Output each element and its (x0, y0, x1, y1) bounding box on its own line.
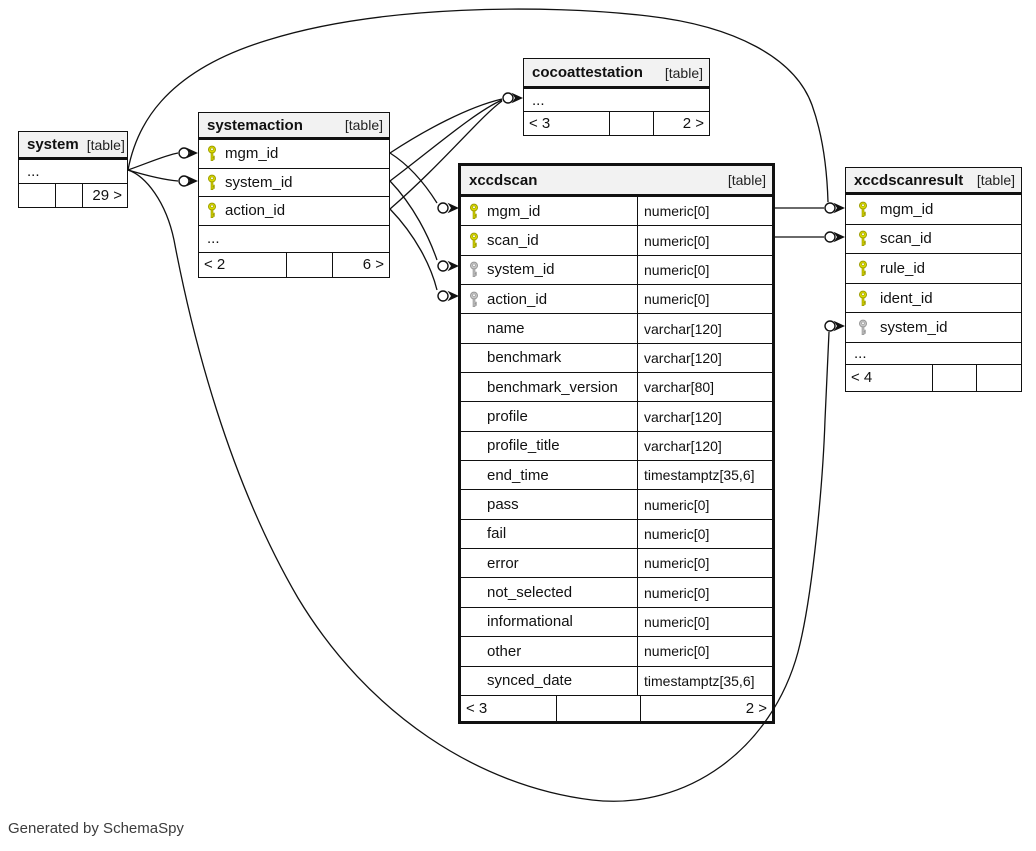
column-row-xccdscan-benchmark_version (461, 372, 772, 401)
table-header-cocoattestation[interactable] (524, 59, 709, 88)
column-row-xccdscan-fail (461, 519, 772, 548)
column-type: numeric[0] (637, 520, 772, 548)
edge-systemaction-mgm_id-to-cocoattestation (390, 99, 502, 153)
column-name: end_time (487, 466, 549, 484)
table-footer-systemaction (199, 252, 389, 277)
table-kind-label: [table] (86, 136, 125, 153)
column-name: other (487, 642, 522, 660)
table-header-systemaction[interactable] (199, 113, 389, 139)
table-footer-xccdscan (461, 695, 772, 721)
column-row-xccdscan-profile (461, 401, 772, 430)
column-type: numeric[0] (637, 490, 772, 518)
column-row-xccdscan-not_selected (461, 577, 772, 606)
table-name[interactable]: xccdscan (469, 171, 538, 189)
column-row-systemaction-system_id (199, 168, 389, 197)
hidden-columns-ellipsis: ... (846, 342, 1021, 364)
column-type: numeric[0] (637, 226, 772, 254)
table-header-system[interactable] (19, 132, 127, 159)
marker-systemaction-mgm_id (179, 148, 198, 158)
column-name: benchmark (487, 349, 562, 367)
foreign-key-icon (468, 291, 480, 308)
column-name: rule_id (880, 259, 926, 277)
column-row-xccdscan-mgm_id (461, 196, 772, 225)
hidden-columns-ellipsis: ... (524, 88, 709, 111)
primary-key-icon (206, 174, 218, 191)
table-header-xccdscan[interactable] (461, 166, 772, 196)
edge-systemaction-system_id-to-xccdscan-system_id (390, 181, 437, 260)
column-name: mgm_id (487, 202, 541, 220)
edge-system-to-systemaction-mgm_id (128, 153, 178, 170)
edge-systemaction-action_id-to-xccdscan-action_id (390, 209, 437, 290)
table-name[interactable]: systemaction (207, 116, 303, 134)
column-type: varchar[80] (637, 373, 772, 401)
footer-fk-in-count: < 3 (529, 115, 551, 132)
key-slot (846, 201, 880, 218)
primary-key-icon (206, 202, 218, 219)
column-type: numeric[0] (637, 285, 772, 313)
column-type: varchar[120] (637, 402, 772, 430)
column-row-xccdscan-profile_title (461, 431, 772, 460)
column-type: varchar[120] (637, 314, 772, 342)
marker-xccdscan-action_id (438, 291, 459, 301)
column-name: mgm_id (880, 200, 934, 218)
column-name: ident_id (880, 289, 933, 307)
foreign-key-icon (468, 261, 480, 278)
column-type: numeric[0] (637, 637, 772, 665)
column-row-xccdscan-other (461, 636, 772, 665)
marker-xccdscanresult-scan_id (825, 232, 845, 242)
footer-fk-in-count: < 2 (204, 256, 226, 273)
column-type: varchar[120] (637, 344, 772, 372)
marker-systemaction-system_id (179, 176, 198, 186)
column-type: numeric[0] (637, 608, 772, 636)
marker-xccdscan-system_id (438, 261, 459, 271)
column-type: varchar[120] (637, 432, 772, 460)
key-slot (461, 261, 487, 278)
column-name: profile (487, 408, 528, 426)
table-name[interactable]: cocoattestation (532, 64, 643, 81)
column-row-xccdscan-error (461, 548, 772, 577)
column-type: numeric[0] (637, 256, 772, 284)
footer-fk-in-count (19, 184, 55, 207)
column-type: timestamptz[35,6] (637, 667, 772, 695)
key-slot (461, 203, 487, 220)
column-name: benchmark_version (487, 378, 618, 396)
column-type: timestamptz[35,6] (637, 461, 772, 489)
footer-mid-cell (286, 253, 332, 277)
footer-fk-out-count: 2 > (653, 112, 709, 135)
primary-key-icon (468, 203, 480, 220)
column-name: pass (487, 496, 519, 514)
footer-fk-out-count: 29 > (82, 184, 127, 207)
column-name: action_id (487, 290, 548, 308)
column-name: name (487, 320, 525, 338)
column-name: system_id (487, 261, 555, 279)
marker-xccdscan-mgm_id (438, 203, 459, 213)
primary-key-icon (857, 230, 869, 247)
column-row-xccdscan-name (461, 313, 772, 342)
primary-key-icon (468, 232, 480, 249)
column-name: not_selected (487, 584, 573, 602)
column-row-xccdscanresult-mgm_id (846, 194, 1021, 224)
footer-fk-in-count: < 3 (466, 699, 488, 717)
column-row-xccdscanresult-rule_id (846, 253, 1021, 283)
marker-xccdscanresult-mgm_id (825, 203, 845, 213)
table-systemaction[interactable] (198, 112, 390, 278)
footer-mid-cell (932, 365, 977, 391)
column-name: scan_id (487, 232, 539, 250)
key-slot (846, 260, 880, 277)
footer-fk-in-count: < 4 (851, 369, 873, 387)
key-slot (846, 230, 880, 247)
table-footer-system (19, 183, 127, 207)
key-slot (461, 232, 487, 249)
primary-key-icon (857, 201, 869, 218)
table-system[interactable] (18, 131, 128, 208)
foreign-key-icon (857, 319, 869, 336)
table-header-xccdscanresult[interactable] (846, 168, 1021, 194)
column-type: numeric[0] (637, 549, 772, 577)
marker-cocoattestation-dots (503, 93, 523, 103)
column-name: mgm_id (225, 145, 279, 163)
table-name[interactable]: xccdscanresult (854, 171, 964, 189)
column-name: system_id (880, 319, 948, 337)
table-footer-xccdscanresult (846, 364, 1021, 391)
column-row-xccdscanresult-ident_id (846, 283, 1021, 313)
column-type: numeric[0] (637, 578, 772, 606)
footer-fk-out-count (976, 365, 1021, 391)
footer-mid-cell (609, 112, 653, 135)
table-xccdscanresult[interactable] (845, 167, 1022, 392)
table-kind-label: [table] (976, 172, 1015, 188)
column-row-systemaction-mgm_id (199, 139, 389, 168)
column-row-xccdscan-informational (461, 607, 772, 636)
footer-mid-cell (556, 696, 639, 721)
column-row-xccdscan-end_time (461, 460, 772, 489)
key-slot (461, 291, 487, 308)
primary-key-icon (857, 260, 869, 277)
column-type: numeric[0] (637, 197, 772, 225)
column-name: error (487, 554, 519, 572)
key-slot (199, 174, 225, 191)
marker-xccdscanresult-system_id (825, 321, 845, 331)
edge-system-to-systemaction-system_id (128, 170, 178, 181)
column-row-systemaction-action_id (199, 196, 389, 225)
table-name[interactable]: system (27, 136, 79, 153)
column-row-xccdscan-action_id (461, 284, 772, 313)
key-slot (846, 319, 880, 336)
key-slot (846, 290, 880, 307)
column-row-xccdscan-benchmark (461, 343, 772, 372)
footer-fk-out-count: 2 > (640, 696, 772, 721)
table-kind-label: [table] (344, 117, 383, 133)
column-row-xccdscanresult-system_id (846, 312, 1021, 342)
hidden-columns-ellipsis: ... (199, 225, 389, 252)
column-row-xccdscan-synced_date (461, 666, 772, 695)
column-row-xccdscan-system_id (461, 255, 772, 284)
table-cocoattestation[interactable] (523, 58, 710, 136)
column-row-xccdscanresult-scan_id (846, 224, 1021, 254)
column-name: fail (487, 525, 507, 543)
column-name: synced_date (487, 672, 573, 690)
key-slot (199, 202, 225, 219)
table-kind-label: [table] (727, 172, 766, 188)
edge-systemaction-mgm_id-to-xccdscan-mgm_id (390, 153, 437, 203)
table-xccdscan[interactable] (458, 163, 775, 724)
generated-by-note: Generated by SchemaSpy (8, 820, 184, 837)
column-name: profile_title (487, 437, 560, 455)
column-name: action_id (225, 202, 286, 220)
table-footer-cocoattestation (524, 111, 709, 135)
column-row-xccdscan-scan_id (461, 225, 772, 254)
column-row-xccdscan-pass (461, 489, 772, 518)
footer-fk-out-count: 6 > (332, 253, 389, 277)
table-kind-label: [table] (664, 64, 703, 81)
primary-key-icon (206, 145, 218, 162)
column-name: scan_id (880, 230, 932, 248)
primary-key-icon (857, 290, 869, 307)
column-name: informational (487, 613, 573, 631)
footer-mid-cell (55, 184, 82, 207)
key-slot (199, 145, 225, 162)
column-name: system_id (225, 173, 293, 191)
hidden-columns-ellipsis: ... (19, 159, 127, 183)
